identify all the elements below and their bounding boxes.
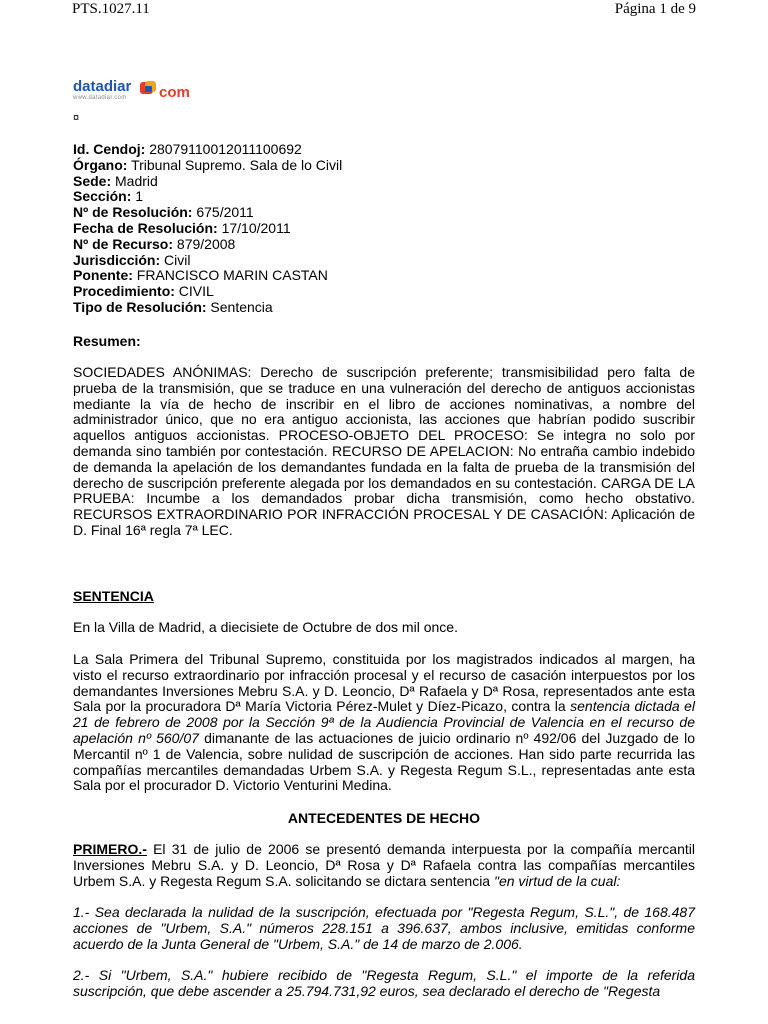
logo-text: datadiar [73, 78, 132, 95]
metadata-block [73, 142, 695, 316]
meta-label: Fecha de Resolución: [73, 219, 218, 236]
paragraph-text-cont: dimanante de las actuaciones de juicio ordinario nº 492/06 del Juzgado de lo Mercantil nº 1 de Valencia, sobre nulidad de suscripción de acciones. Han sido parte recurrida las compañías mercantiles demandadas Urbem S.A. y Regesta Regum S.L., representadas ante esta Sala por el procurador D. Victorio Venturini Medina. [73, 729, 696, 794]
logo-subtext: www.datadiar.com [73, 95, 127, 101]
meta-row-procedimiento [73, 284, 695, 300]
sentencia-intro: En la Villa de Madrid, a diecisiete de Octubre de dos mil once. [73, 619, 458, 635]
paragraph-italic: sentencia dictada el 21 de febrero de 2008 por la Sección 9ª de la Audiencia Provincial de Valencia en el recurso de apelación nº 560/07 [73, 698, 695, 746]
meta-label: Id. Cendoj: [73, 141, 146, 157]
meta-label: Procedimiento: [73, 283, 175, 300]
logo-suffix: com [159, 84, 190, 101]
sentencia-heading: SENTENCIA [73, 588, 154, 604]
datadiar-logo[interactable] [73, 78, 193, 104]
resumen-heading: Resumen: [73, 333, 141, 349]
meta-row-seccion [73, 189, 695, 205]
meta-value: Madrid [115, 172, 158, 189]
meta-value: 1 [135, 188, 144, 205]
meta-row-ponente [73, 268, 695, 284]
meta-value: 17/10/2011 [221, 219, 291, 236]
meta-label: Nº de Recurso: [73, 235, 174, 252]
meta-value: 28079110012011100692 [149, 141, 302, 157]
meta-value: CIVIL [178, 283, 214, 300]
paragraph-text: La Sala Primera del Tribunal Supremo, constituida por los magistrados indicados al margen, ha visto el recurso extraordinario por infracción procesal y el recurso de casación interpuestos por los demandantes Inversiones Mebru S.A. y D. Leoncio, Dª Rafaela y Dª Rosa, representados ante esta Sala por la procuradora Dª María Victoria Pérez-Mulet y Díez-Picazo, contra la [73, 651, 695, 715]
claim-item-2 [73, 968, 695, 1000]
meta-value: Civil [164, 251, 191, 268]
meta-label: Nº de Resolución: [73, 204, 193, 221]
sentencia-paragraph [73, 652, 695, 794]
meta-row-tipo [73, 300, 695, 316]
meta-row-cendoj [73, 142, 695, 158]
meta-label: Ponente: [73, 267, 133, 284]
document-id: PTS.1027.11 [72, 1, 150, 17]
primero-paragraph [73, 842, 695, 889]
meta-value: Sentencia [210, 298, 273, 315]
claim-item-1 [73, 905, 695, 952]
page-indicator: Página 1 de 9 [614, 1, 696, 17]
meta-label: Sede: [73, 172, 112, 189]
meta-label: Jurisdicción: [73, 251, 161, 268]
meta-row-sede [73, 174, 695, 190]
meta-row-jurisdiccion [73, 253, 695, 269]
primero-quote: "en virtud de la cual: [493, 872, 621, 889]
meta-value: FRANCISCO MARIN CASTAN [136, 267, 328, 284]
meta-value: 675/2011 [196, 204, 254, 221]
primero-label: PRIMERO.- [73, 841, 147, 857]
meta-label: Órgano: [73, 156, 128, 173]
primero-text: El 31 de julio de 2006 se presentó demanda interpuesta por la compañía mercantil Inversiones Mebru S.A. y D. Leoncio, Dª Rosa y Dª Rafaela contra las compañías mercantiles Urbem S.A. y Regesta Regum S.A. solicitando se dictara sentencia [73, 841, 695, 889]
page-header [0, 0, 768, 24]
separator-mark: ¤ [73, 112, 80, 124]
meta-row-fecha [73, 221, 695, 237]
resumen-text: SOCIEDADES ANÓNIMAS: Derecho de suscripción preferente; transmisibilidad pero falta de prueba de la transmisión, que se traduce en una vulneración del derecho de antiguos accionistas mediante la vía de hecho de inscribir en el libro de acciones nominativas, a nombre del administrador único, que no era antiguo accionista, las acciones que habrían podido suscribir aquellos antiguos accionistas. PROCESO-OBJETO DEL PROCESO: Se integra no solo por demanda sino también por contestación. RECURSO DE APELACION: No entraña cambio indebido de demanda la apelación de los demandantes fundada en la falta de prueba de la transmisión del derecho de suscripción preferente alegada por los demandados en su contestación. CARGA DE LA PRUEBA: Incumbe a los demandados probar dicha transmisión, como hecho obstativo. RECURSOS EXTRAORDINARIO POR INFRACCIÓN PROCESAL Y DE CASACIÓN: Aplicación de D. Final 16ª regla 7ª LEC. [73, 364, 695, 538]
meta-value: Tribunal Supremo. Sala de lo Civil [131, 156, 343, 173]
meta-row-organo [73, 158, 695, 174]
meta-label: Tipo de Resolución: [73, 298, 207, 315]
claim-item-1-text: 1.- Sea declarada la nulidad de la suscripción, efectuada por "Regesta Regum, S.L.", de 168.487 acciones de "Urbem, S.A." números 228.151 a 396.637, ambos inclusive, emitidas conforme acuerdo de la Junta General de "Urbem, S.A." de 14 de marzo de 2.006. [73, 904, 695, 952]
logo-emblem-icon [139, 80, 157, 96]
meta-row-recurso [73, 237, 695, 253]
antecedentes-heading: ANTECEDENTES DE HECHO [287, 810, 481, 826]
meta-value: 879/2008 [176, 235, 236, 252]
claim-item-2-text: 2.- Si "Urbem, S.A." hubiere recibido de "Regesta Regum, S.L." el importe de la referida suscripción, que debe ascender a 25.794.731,92 euros, sea declarado el derecho de "Regesta [73, 967, 695, 999]
meta-row-resolucion [73, 205, 695, 221]
meta-label: Sección: [73, 188, 132, 205]
